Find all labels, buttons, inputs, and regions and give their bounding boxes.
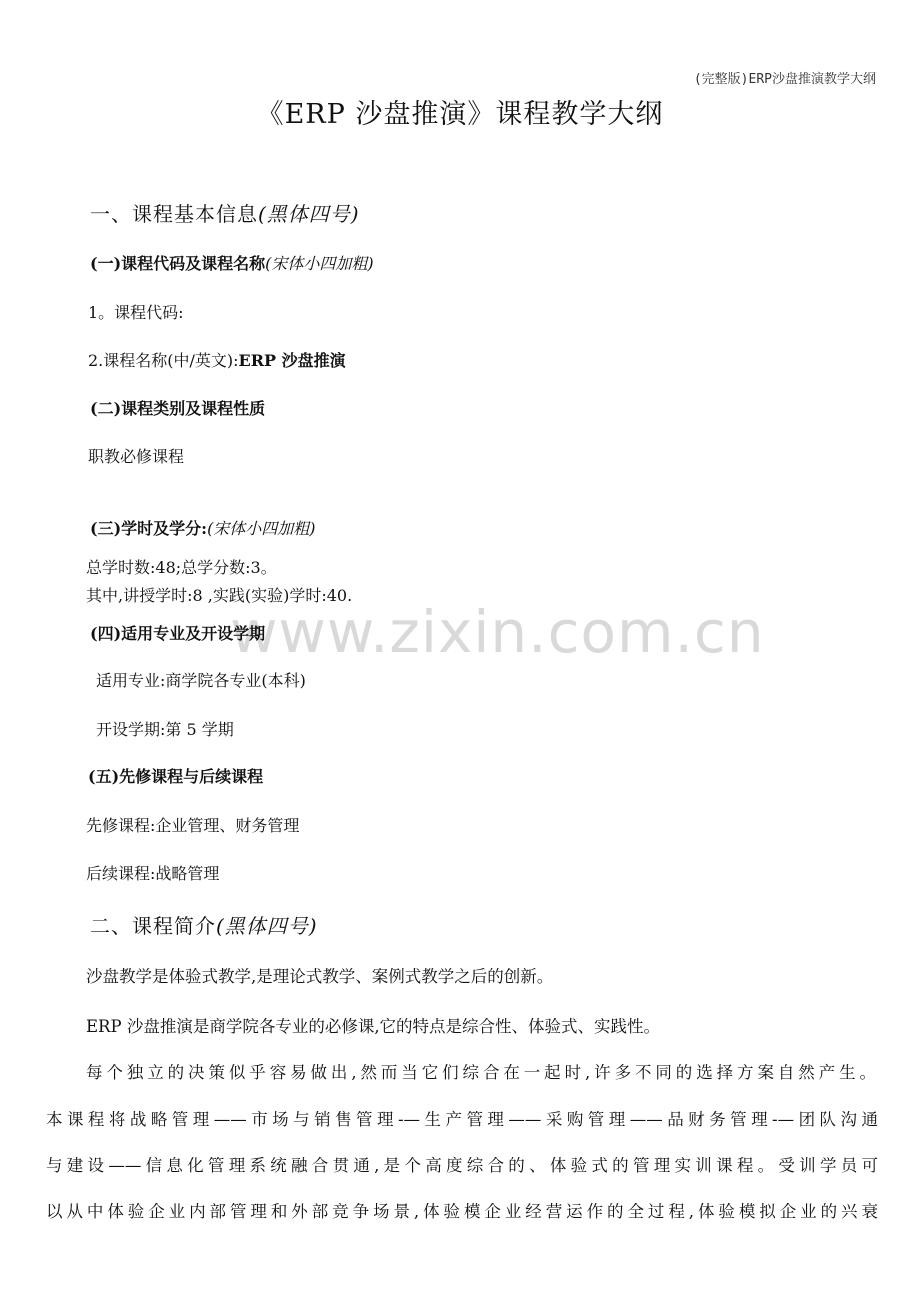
intro-paragraph-3-line-4: 以从中体验企业内部管理和外部竞争场景,体验模企业经营运作的全过程,体验模拟企业的兴衰: [46, 1202, 878, 1221]
intro-paragraph-3-line-2: 本课程将战略管理——市场与销售管理-—生产管理——采购管理——品财务管理-—团队沟通: [46, 1110, 878, 1129]
section1-heading: [90, 198, 360, 227]
document-title: 《ERP 沙盘推演》课程教学大纲: [256, 99, 664, 130]
course-type-text: 职教必修课程: [88, 447, 185, 466]
sub4-heading: (四)适用专业及开设学期: [90, 624, 266, 643]
intro-paragraph-2: ERP 沙盘推演是商学院各专业的必修课,它的特点是综合性、体验式、实践性。: [86, 1017, 661, 1036]
section1-heading-text: 一、课程基本信息: [90, 202, 258, 226]
sub5-heading: (五)先修课程与后续课程: [88, 767, 264, 786]
sub2-heading: (二)课程类别及课程性质: [90, 399, 266, 418]
sub1-heading-note: (宋体小四加粗): [265, 254, 374, 273]
applicable-major: 适用专业:商学院各专业(本科): [96, 671, 306, 690]
sub1-heading: [90, 251, 374, 274]
course-name-label: 2.课程名称(中/英文):: [88, 351, 239, 370]
intro-paragraph-3-line-1: 每个独立的决策似乎容易做出,然而当它们综合在一起时,许多不同的选择方案自然产生。: [86, 1063, 876, 1082]
sub1-heading-text: (一)课程代码及课程名称: [90, 254, 266, 273]
intro-paragraph-1: 沙盘教学是体验式教学,是理论式教学、案例式教学之后的创新。: [86, 967, 554, 986]
course-code-label: 1。课程代码:: [88, 303, 184, 322]
section2-heading-text: 二、课程简介: [90, 914, 216, 938]
course-name-value: ERP 沙盘推演: [238, 351, 346, 370]
section2-heading: [90, 910, 318, 939]
sub3-heading-note: (宋体小四加粗): [207, 519, 316, 538]
sub3-heading-text: (三)学时及学分:: [90, 519, 208, 538]
section1-heading-note: (黑体四号): [258, 202, 360, 226]
section2-heading-note: (黑体四号): [216, 914, 318, 938]
sub3-heading: [90, 516, 316, 539]
hours-line-1: 总学时数:48;总学分数:3。: [86, 558, 277, 577]
course-name-line: [88, 348, 346, 371]
watermark: www.zixin.com.cn: [230, 598, 765, 666]
followup-courses: 后续课程:战略管理: [86, 864, 220, 883]
running-header: (完整版)ERP沙盘推演教学大纲: [693, 72, 876, 87]
prerequisite-courses: 先修课程:企业管理、财务管理: [86, 816, 300, 835]
offering-term: 开设学期:第 5 学期: [96, 720, 234, 739]
hours-line-2: 其中,讲授学时:8 ,实践(实验)学时:40.: [86, 586, 353, 605]
intro-paragraph-3-line-3: 与建设——信息化管理系统融合贯通,是个高度综合的、体验式的管理实训课程。受训学员可: [46, 1156, 878, 1175]
